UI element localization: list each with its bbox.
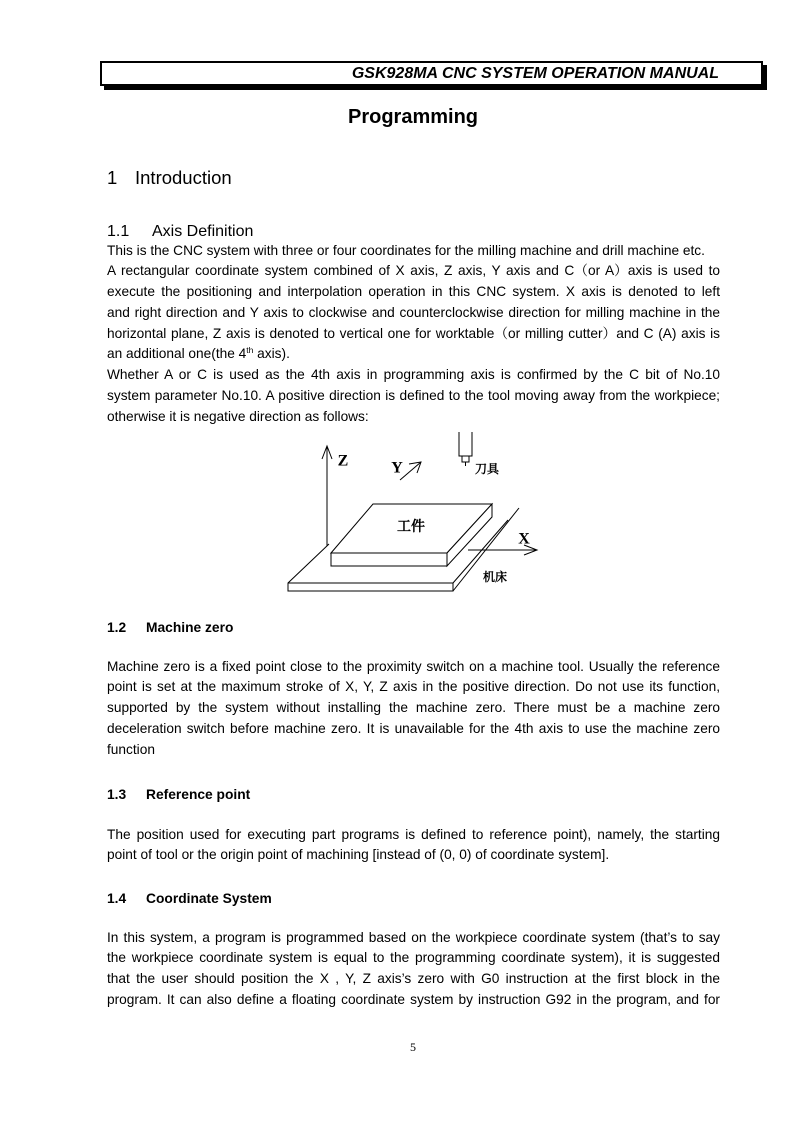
paragraph-line: the workpiece coordinate system is equal to the programming coordinate system), it is suggested (107, 950, 720, 966)
paragraph-machine-zero (107, 657, 720, 761)
subsection-number: 1.2 (107, 620, 127, 635)
subsection-title: Reference point (146, 787, 251, 802)
paragraph-line: system parameter No.10. A positive direction is defined to the tool moving away from the workpiece; (107, 387, 720, 403)
line-text: axis). (253, 346, 290, 362)
section-title: Introduction (135, 167, 232, 188)
paragraph-line: Whether A or C is used as the 4th axis in programming axis is confirmed by the C bit of No.10 (107, 367, 720, 383)
section-number: 1 (107, 167, 118, 188)
superscript: th (246, 345, 254, 356)
tool-body (459, 432, 472, 456)
machine-label: 机床 (482, 570, 508, 584)
subsection-title: Coordinate System (146, 891, 272, 906)
running-header (100, 61, 763, 86)
paragraph-line: In this system, a program is programmed based on the workpiece coordinate system (that’s to say (107, 929, 720, 945)
z-axis-label: Z (337, 452, 349, 470)
paragraph-line: deceleration switch before machine zero. It is unavailable for the 4th axis to use the machine zero (107, 720, 720, 736)
tool-label: 刀具 (474, 462, 500, 476)
subsection-number: 1.1 (107, 223, 130, 240)
paragraph-reference-point (107, 825, 720, 867)
axis-diagram (280, 425, 542, 597)
subsection-number: 1.4 (107, 891, 127, 906)
paragraph-line: horizontal plane, Z axis is denoted to vertical one for worktable（or milling cutter）and C (A) axis is (107, 325, 720, 341)
paragraph-line: that the user should position the X , Y, Z axis’s zero with G0 instruction at the first block in the (107, 971, 720, 987)
page-title: Programming (347, 106, 479, 128)
paragraph-line: This is the CNC system with three or four coordinates for the milling machine and drill machine etc. (107, 242, 705, 258)
subsection-title: Axis Definition (152, 223, 254, 240)
paragraph-line: A rectangular coordinate system combined of X axis, Z axis, Y axis and C（or A）axis is used to (107, 263, 720, 279)
paragraph-line (107, 344, 720, 365)
x-axis-label: X (518, 530, 530, 548)
tool-tip (462, 456, 469, 462)
paragraph-line: execute the positioning and interpolation operation in this CNC system. X axis is denoted to left (107, 284, 720, 300)
y-axis-label: Y (391, 459, 403, 477)
paragraph-line: function (107, 741, 155, 757)
paragraph-axis-definition (107, 241, 720, 428)
line-text: an additional one(the 4 (107, 346, 247, 362)
paragraph-line: The position used for executing part programs is defined to reference point), namely, the starting (107, 826, 720, 842)
subsection-title: Machine zero (146, 620, 234, 635)
paragraph-line: supported by the system without installing the machine zero. There must be a machine zero (107, 700, 720, 716)
paragraph-line: otherwise it is negative direction as follows: (107, 408, 369, 424)
page-number: 5 (410, 1040, 416, 1054)
workpiece-front-face (331, 553, 447, 566)
subsection-number: 1.3 (107, 787, 127, 802)
paragraph-line: point of tool or the origin point of machining [instead of (0, 0) of coordinate system]. (107, 847, 610, 863)
paragraph-line: and right direction and Y axis to clockwise and counterclockwise direction for milling machine in the (107, 304, 720, 320)
paragraph-line: point is set at the maximum stroke of X, Y, Z axis in the positive direction. Do not use its function, (107, 679, 720, 695)
workpiece-label: 工件 (397, 519, 425, 535)
manual-title: GSK928MA CNC SYSTEM OPERATION MANUAL (351, 65, 719, 82)
paragraph-coordinate-system (107, 928, 720, 1011)
paragraph-line: Machine zero is a fixed point close to the proximity switch on a machine tool. Usually the reference (107, 658, 720, 674)
paragraph-line: program. It can also define a floating coordinate system by instruction G92 in the program, and for (107, 991, 720, 1007)
